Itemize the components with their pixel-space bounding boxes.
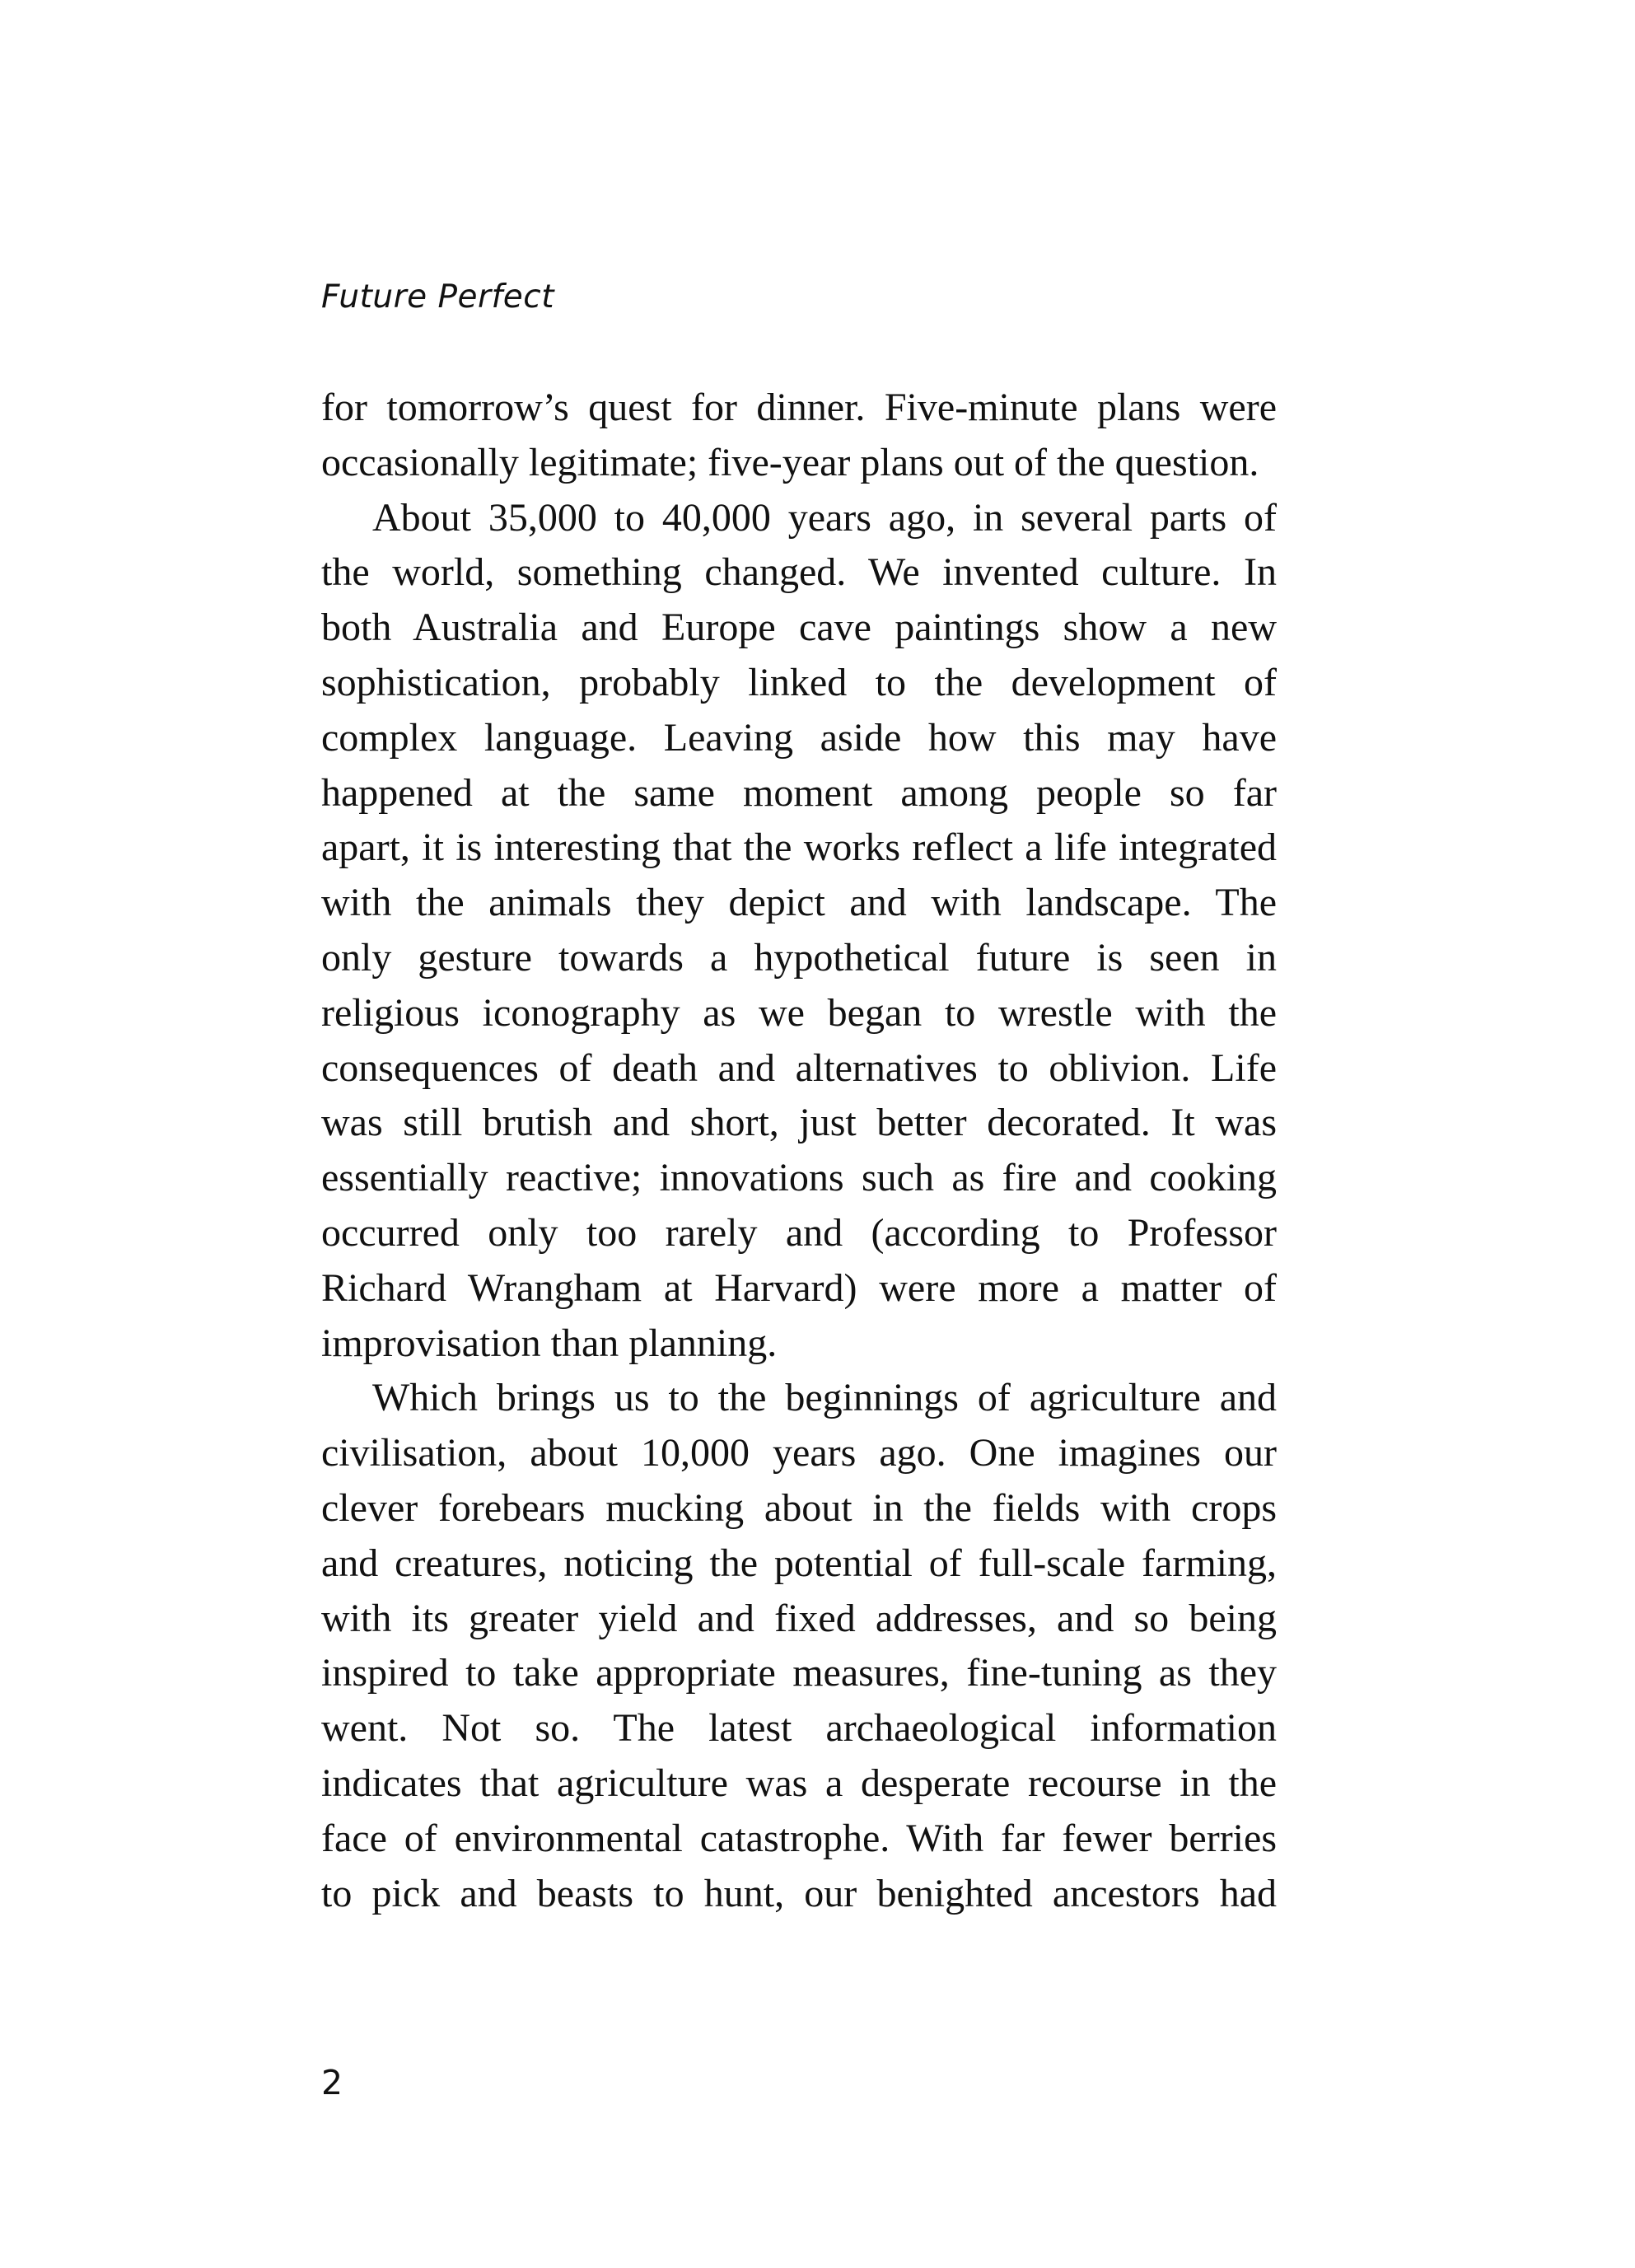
text-line: with the animals they depict and with landscape. The [321,881,1277,925]
running-head: Future Perfect [321,278,555,316]
text-line: went. Not so. The latest archaeological information [321,1706,1277,1751]
text-line: About 35,000 to 40,000 years ago, in several parts of [372,495,1277,540]
text-line: occasionally legitimate; five-year plans out of the question. [321,440,1259,484]
text-line: with its greater yield and fixed addresses, and so being [321,1596,1277,1640]
text-line: only gesture towards a hypothetical future is seen in [321,935,1277,980]
text-line: apart, it is interesting that the works reflect a life integrated [321,825,1277,870]
page-number: 2 [321,2063,343,2102]
body-text [321,381,1277,1921]
text-line: clever forebears mucking about in the fields with crops [321,1485,1277,1530]
text-line: to pick and beasts to hunt, our benighted ancestors had [321,1871,1277,1915]
text-line: religious iconography as we began to wrestle with the [321,990,1277,1035]
text-line: improvisation than planning. [321,1321,778,1365]
text-line: both Australia and Europe cave paintings show a new [321,606,1277,650]
text-line: essentially reactive; innovations such as fire and cooking [321,1156,1277,1200]
text-line: complex language. Leaving aside how this may have [321,715,1277,760]
text-line: Richard Wrangham at Harvard) were more a matter of [321,1265,1277,1310]
text-line: the world, something changed. We invented culture. In [321,550,1277,595]
text-line: was still brutish and short, just better decorated. It was [321,1101,1277,1145]
text-line: sophistication, probably linked to the development of [321,660,1277,704]
text-line: occurred only too rarely and (according to Professor [321,1210,1277,1255]
text-line: inspired to take appropriate measures, fine-tuning as they [321,1651,1277,1695]
text-line: civilisation, about 10,000 years ago. One imagines our [321,1431,1277,1475]
text-line: for tomorrow’s quest for dinner. Five-minute plans were [321,386,1277,429]
text-line: consequences of death and alternatives to oblivion. Life [321,1045,1277,1090]
text-line: Which brings us to the beginnings of agriculture and [372,1376,1277,1420]
text-line: happened at the same moment among people so far [321,770,1277,815]
text-line: face of environmental catastrophe. With far fewer berries [321,1816,1277,1860]
text-line: indicates that agriculture was a desperate recourse in the [321,1761,1277,1805]
text-line: and creatures, noticing the potential of full-scale farming, [321,1541,1277,1585]
